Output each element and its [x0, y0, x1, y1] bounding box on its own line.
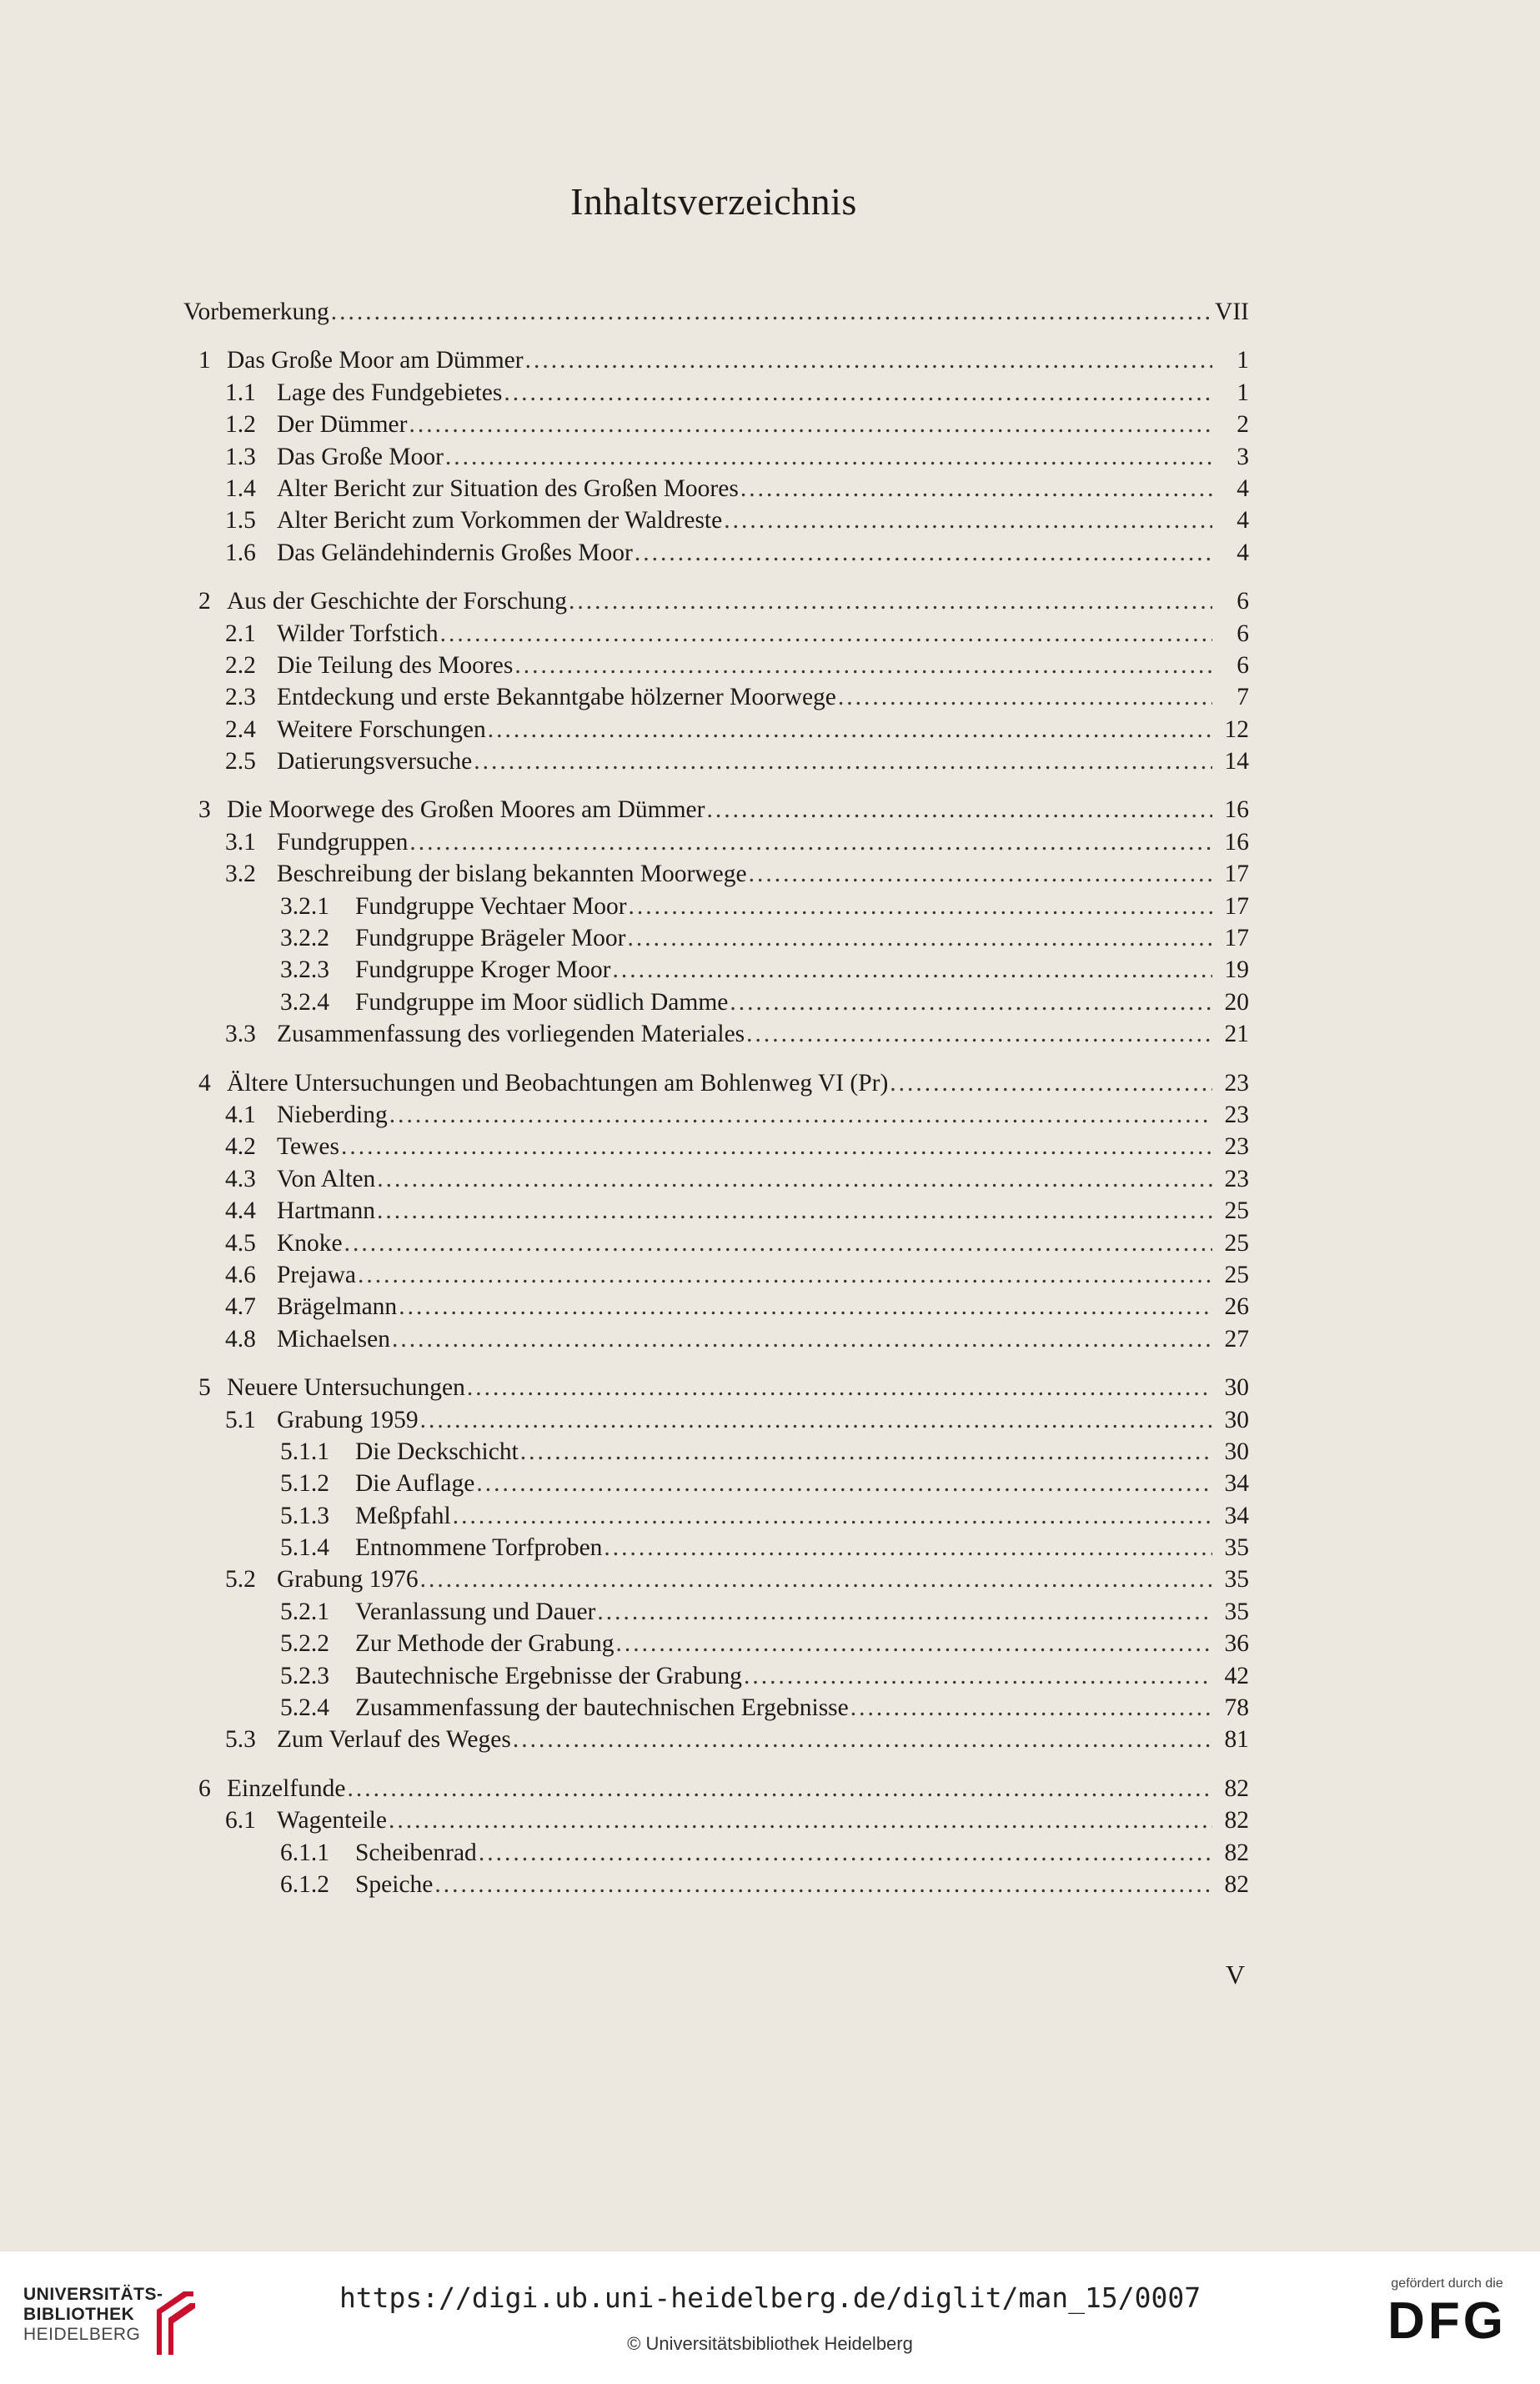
toc-entry[interactable] — [182, 1596, 1249, 1628]
toc-entry-label: Neuere Untersuchungen — [227, 1374, 465, 1402]
toc-entry-number: 5.1.2 — [280, 1470, 329, 1498]
toc-entry-number: 6.1 — [225, 1807, 256, 1834]
toc-entry-page: 30 — [1224, 1438, 1249, 1465]
toc-entry[interactable] — [182, 1804, 1249, 1836]
toc-leader-dots — [706, 794, 1212, 826]
toc-entry-number: 5.2 — [225, 1566, 256, 1594]
toc-entry-number: 2.2 — [225, 651, 256, 679]
toc-entry[interactable] — [182, 537, 1249, 569]
toc-entry-page: 35 — [1224, 1598, 1249, 1625]
toc-entry-label: Einzelfunde — [227, 1774, 346, 1802]
toc-entry-number: 4.6 — [225, 1261, 256, 1288]
toc-entry[interactable] — [182, 1131, 1249, 1162]
toc-entry[interactable] — [182, 585, 1249, 617]
toc-entry[interactable] — [182, 1532, 1249, 1563]
toc-entry[interactable] — [182, 1163, 1249, 1195]
toc-leader-dots — [744, 1660, 1212, 1692]
toc-entry-number: 3.3 — [225, 1021, 256, 1048]
toc-entry-label: Grabung 1976 — [277, 1566, 419, 1594]
toc-entry[interactable] — [182, 1773, 1249, 1804]
toc-entry-label: Grabung 1959 — [277, 1406, 419, 1433]
toc-entry-number: 4.8 — [225, 1325, 256, 1353]
toc-entry-label: Zum Verlauf des Weges — [277, 1726, 511, 1754]
toc-entry-number: 5.1.4 — [280, 1534, 329, 1562]
toc-entry-number: 1.6 — [225, 539, 256, 566]
toc-leader-dots — [389, 1099, 1212, 1131]
toc-entry-number: 6.1.2 — [280, 1870, 329, 1898]
toc-entry[interactable] — [182, 986, 1249, 1018]
viewer-footer — [0, 2251, 1540, 2384]
toc-entry-page: 6 — [1237, 620, 1249, 647]
toc-entry-label: Entnommene Torfproben — [355, 1534, 603, 1562]
toc-leader-dots — [331, 296, 1210, 328]
toc-entry-number: 2 — [198, 588, 211, 615]
toc-entry-page: 21 — [1224, 1021, 1249, 1048]
toc-entry-label: Michaelsen — [277, 1325, 390, 1353]
toc-entry-label: Fundgruppe Kroger Moor — [355, 956, 611, 984]
toc-leader-dots — [730, 986, 1212, 1018]
toc-entry-page: 82 — [1224, 1839, 1249, 1866]
toc-entry-label: Speiche — [355, 1870, 434, 1898]
toc-entry-label: Alter Bericht zur Situation des Großen Moores — [277, 474, 739, 502]
toc-leader-dots — [569, 585, 1212, 617]
toc-leader-dots — [409, 826, 1212, 858]
toc-entry-label: Nieberding — [277, 1101, 388, 1128]
toc-leader-dots — [514, 650, 1212, 681]
toc-entry-page: 17 — [1224, 861, 1249, 888]
toc-entry-page: 17 — [1224, 925, 1249, 952]
toc-entry[interactable] — [182, 504, 1249, 536]
toc-entry[interactable] — [182, 618, 1249, 650]
toc-entry-page: 17 — [1224, 892, 1249, 920]
toc-entry-number: 3.2.3 — [280, 956, 329, 984]
toc-entry[interactable] — [182, 1500, 1249, 1532]
toc-leader-dots — [604, 1532, 1212, 1563]
toc-entry-label: Die Deckschicht — [355, 1438, 519, 1465]
toc-entry-number: 5.2.2 — [280, 1630, 329, 1658]
toc-entry-label: Hartmann — [277, 1197, 375, 1225]
toc-entry-number: 2.5 — [225, 748, 256, 775]
toc-entry[interactable] — [182, 441, 1249, 473]
dfg-logo: DFG — [1387, 2292, 1507, 2350]
toc-leader-dots — [409, 409, 1212, 440]
toc-leader-dots — [467, 1372, 1212, 1403]
toc-entry-number: 5.2.1 — [280, 1598, 329, 1625]
toc-entry-label: Zur Methode der Grabung — [355, 1630, 614, 1658]
toc-entry-label: Die Moorwege des Großen Moores am Dümmer — [227, 796, 705, 824]
toc-entry-label: Ältere Untersuchungen und Beobachtungen am Bohlenweg VI (Pr) — [227, 1069, 889, 1097]
toc-entry-label: Von Alten — [277, 1165, 376, 1192]
toc-entry[interactable] — [182, 1227, 1249, 1259]
library-name-line3: HEIDELBERG — [23, 2325, 141, 2344]
page-title: Inhaltsverzeichnis — [570, 180, 857, 223]
page-folio: V — [1226, 1960, 1246, 1990]
toc-entry-page: 4 — [1237, 539, 1249, 566]
toc-entry-page: 35 — [1224, 1534, 1249, 1562]
toc-entry-label: Vorbemerkung — [183, 299, 329, 325]
toc-entry-page: 34 — [1224, 1502, 1249, 1529]
toc-entry-label: Prejawa — [277, 1261, 357, 1288]
toc-entry[interactable] — [182, 1436, 1249, 1468]
toc-entry-page: 1 — [1237, 347, 1249, 374]
toc-entry-number: 5.2.4 — [280, 1694, 329, 1722]
toc-entry-number: 6.1.1 — [280, 1839, 329, 1866]
toc-leader-dots — [348, 1773, 1212, 1804]
toc-entry-number: 3.2.2 — [280, 925, 329, 952]
toc-entry-page: 14 — [1224, 748, 1249, 775]
toc-leader-dots — [629, 891, 1212, 922]
toc-entry-label: Meßpfahl — [355, 1502, 451, 1529]
toc-entry-number: 4.2 — [225, 1133, 256, 1161]
toc-leader-dots — [513, 1724, 1212, 1755]
toc-entry[interactable] — [182, 891, 1249, 922]
toc-leader-dots — [399, 1291, 1212, 1322]
toc-entry-page: 34 — [1224, 1470, 1249, 1498]
toc-leader-dots — [389, 1804, 1212, 1836]
toc-entry-number: 1.3 — [225, 443, 256, 470]
toc-entry-label: Entdeckung und erste Bekanntgabe hölzerner Moorwege — [277, 684, 836, 711]
toc-entry[interactable] — [182, 296, 1249, 328]
toc-entry[interactable] — [182, 409, 1249, 440]
toc-leader-dots — [420, 1563, 1212, 1595]
toc-entry-page: 25 — [1224, 1229, 1249, 1257]
toc-entry-number: 3 — [198, 796, 211, 824]
toc-entry-label: Bautechnische Ergebnisse der Grabung — [355, 1662, 742, 1689]
toc-leader-dots — [344, 1227, 1212, 1259]
toc-leader-dots — [420, 1404, 1212, 1436]
toc-leader-dots — [746, 1018, 1212, 1050]
toc-entry[interactable] — [182, 1724, 1249, 1755]
toc-entry[interactable] — [182, 1099, 1249, 1131]
toc-leader-dots — [615, 1628, 1212, 1659]
toc-entry[interactable] — [182, 473, 1249, 504]
toc-entry[interactable] — [182, 1837, 1249, 1869]
toc-entry[interactable] — [182, 1628, 1249, 1659]
toc-leader-dots — [476, 1468, 1212, 1499]
toc-entry-page: 82 — [1224, 1774, 1249, 1802]
toc-entry-label: Beschreibung der bislang bekannten Moorwege — [277, 861, 747, 888]
toc-entry-page: 30 — [1224, 1406, 1249, 1433]
toc-entry-label: Fundgruppe Vechtaer Moor — [355, 892, 627, 920]
toc-entry-page: 1 — [1237, 379, 1249, 406]
toc-entry-page: 16 — [1224, 796, 1249, 824]
toc-entry-page: 30 — [1224, 1374, 1249, 1402]
toc-entry-page: 25 — [1224, 1197, 1249, 1225]
toc-entry-label: Datierungsversuche — [277, 748, 473, 775]
toc-entry-page: 35 — [1224, 1566, 1249, 1594]
toc-entry[interactable] — [182, 745, 1249, 777]
toc-entry-page: 81 — [1224, 1726, 1249, 1754]
toc-entry-page: 4 — [1237, 507, 1249, 535]
toc-entry-page: 82 — [1224, 1870, 1249, 1898]
toc-leader-dots — [377, 1195, 1212, 1227]
funder-badge[interactable] — [1387, 2276, 1507, 2348]
toc-entry-number: 5.1 — [225, 1406, 256, 1433]
funder-note: gefördert durch die — [1391, 2276, 1503, 2291]
toc-entry-page: 36 — [1224, 1630, 1249, 1658]
toc-entry-number: 5.1.3 — [280, 1502, 329, 1529]
toc-leader-dots — [597, 1596, 1212, 1628]
toc-entry-number: 4 — [198, 1069, 211, 1097]
toc-entry-page: 23 — [1224, 1165, 1249, 1192]
toc-entry-label: Wagenteile — [277, 1807, 387, 1834]
toc-entry-label: Die Teilung des Moores — [277, 651, 514, 679]
toc-entry-page: 6 — [1237, 588, 1249, 615]
toc-entry[interactable] — [182, 344, 1249, 376]
toc-entry-label: Brägelmann — [277, 1293, 398, 1321]
toc-entry-label: Das Große Moor — [277, 443, 444, 470]
toc-leader-dots — [453, 1500, 1212, 1532]
toc-entry-number: 1.4 — [225, 474, 256, 502]
toc-entry-label: Das Geländehindernis Großes Moor — [277, 539, 633, 566]
toc-entry-number: 2.3 — [225, 684, 256, 711]
toc-entry-label: Weitere Forschungen — [277, 715, 486, 743]
toc-entry-number: 4.3 — [225, 1165, 256, 1192]
toc-leader-dots — [724, 504, 1212, 536]
toc-leader-dots — [627, 922, 1212, 954]
toc-entry[interactable] — [182, 681, 1249, 713]
toc-entry[interactable] — [182, 714, 1249, 745]
toc-entry-label: Knoke — [277, 1229, 343, 1257]
toc-entry-page: 6 — [1237, 651, 1249, 679]
toc-entry-page: 19 — [1224, 956, 1249, 984]
toc-leader-dots — [474, 745, 1212, 777]
toc-leader-dots — [445, 441, 1212, 473]
toc-leader-dots — [612, 954, 1212, 986]
toc-entry-page: 20 — [1224, 988, 1249, 1016]
toc-entry-label: Scheibenrad — [355, 1839, 477, 1866]
toc-leader-dots — [440, 618, 1212, 650]
toc-entry-page: 26 — [1224, 1293, 1249, 1321]
toc-entry-label: Fundgruppen — [277, 828, 409, 856]
toc-entry-number: 3.2 — [225, 861, 256, 888]
toc-entry-number: 4.4 — [225, 1197, 256, 1225]
toc-leader-dots — [434, 1869, 1212, 1900]
toc-entry-number: 4.1 — [225, 1101, 256, 1128]
toc-entry-number: 4.5 — [225, 1229, 256, 1257]
toc-entry-number: 4.7 — [225, 1293, 256, 1321]
toc-entry[interactable] — [182, 1291, 1249, 1322]
toc-entry-number: 3.1 — [225, 828, 256, 856]
toc-entry-page: 42 — [1224, 1662, 1249, 1689]
toc-entry-page: 4 — [1237, 474, 1249, 502]
toc-leader-dots — [749, 858, 1212, 890]
toc-entry-label: Fundgruppe Brägeler Moor — [355, 925, 626, 952]
toc-entry[interactable] — [182, 1404, 1249, 1436]
toc-leader-dots — [635, 537, 1212, 569]
toc-entry-number: 2.1 — [225, 620, 256, 647]
toc-entry[interactable] — [182, 1660, 1249, 1692]
toc-entry-page: 7 — [1237, 684, 1249, 711]
toc-entry-label: Die Auflage — [355, 1470, 475, 1498]
toc-entry-label: Zusammenfassung der bautechnischen Ergebnisse — [355, 1694, 849, 1722]
toc-entry[interactable] — [182, 1018, 1249, 1050]
toc-entry[interactable] — [182, 858, 1249, 890]
toc-entry-number: 2.4 — [225, 715, 256, 743]
library-name-line1: UNIVERSITÄTS- — [23, 2285, 163, 2304]
toc-entry-page: 3 — [1237, 443, 1249, 470]
toc-entry-page: 16 — [1224, 828, 1249, 856]
toc-entry-number: 1.2 — [225, 411, 256, 439]
toc-entry[interactable] — [182, 1195, 1249, 1227]
library-name-line2: BIBLIOTHEK — [23, 2305, 135, 2324]
toc-entry-label: Zusammenfassung des vorliegenden Materiales — [277, 1021, 745, 1048]
toc-entry-page: VII — [1215, 299, 1249, 325]
toc-entry-number: 3.2.4 — [280, 988, 329, 1016]
toc-entry[interactable] — [182, 1259, 1249, 1291]
toc-entry[interactable] — [182, 1563, 1249, 1595]
toc-entry-label: Lage des Fundgebietes — [277, 379, 503, 406]
toc-entry-page: 12 — [1224, 715, 1249, 743]
toc-entry-number: 1.5 — [225, 507, 256, 535]
toc-leader-dots — [504, 377, 1212, 409]
toc-entry[interactable] — [182, 1468, 1249, 1499]
toc-leader-dots — [740, 473, 1212, 504]
toc-leader-dots — [850, 1692, 1212, 1724]
toc-entry-label: Aus der Geschichte der Forschung — [227, 588, 567, 615]
toc-entry-number: 6 — [198, 1774, 211, 1802]
toc-entry-page: 2 — [1237, 411, 1249, 439]
toc-entry-page: 27 — [1224, 1325, 1249, 1353]
toc-entry-number: 5.1.1 — [280, 1438, 329, 1465]
toc-entry-page: 23 — [1224, 1133, 1249, 1161]
toc-entry[interactable] — [182, 826, 1249, 858]
toc-leader-dots — [890, 1067, 1212, 1099]
toc-entry-label: Alter Bericht zum Vorkommen der Waldreste — [277, 507, 723, 535]
toc-entry-number: 5.3 — [225, 1726, 256, 1754]
toc-entry[interactable] — [182, 922, 1249, 954]
document-url-link[interactable]: https://digi.ub.uni-heidelberg.de/diglit/man_15/0007 — [339, 2281, 1201, 2314]
toc-entry[interactable] — [182, 650, 1249, 681]
toc-entry-label: Tewes — [277, 1133, 339, 1161]
toc-entry[interactable] — [182, 1323, 1249, 1355]
toc-leader-dots — [358, 1259, 1212, 1291]
toc-entry-page: 82 — [1224, 1807, 1249, 1834]
toc-leader-dots — [488, 714, 1212, 745]
toc-leader-dots — [341, 1131, 1212, 1162]
toc-entry[interactable] — [182, 954, 1249, 986]
toc-entry-number: 1 — [198, 347, 211, 374]
toc-entry[interactable] — [182, 377, 1249, 409]
toc-leader-dots — [520, 1436, 1212, 1468]
toc-entry-number: 5.2.3 — [280, 1662, 329, 1689]
toc-entry-label: Wilder Torfstich — [277, 620, 439, 647]
toc-entry-page: 25 — [1224, 1261, 1249, 1288]
copyright-notice: © Universitätsbibliothek Heidelberg — [627, 2333, 913, 2354]
toc-leader-dots — [377, 1163, 1212, 1195]
toc-entry-number: 3.2.1 — [280, 892, 329, 920]
toc-leader-dots — [838, 681, 1212, 713]
toc-entry-page: 23 — [1224, 1069, 1249, 1097]
toc-entry-page: 23 — [1224, 1101, 1249, 1128]
toc-leader-dots — [392, 1323, 1212, 1355]
toc-entry-label: Das Große Moor am Dümmer — [227, 347, 524, 374]
toc-entry[interactable] — [182, 1692, 1249, 1724]
toc-entry-page: 78 — [1224, 1694, 1249, 1722]
toc-entry-number: 5 — [198, 1374, 211, 1402]
toc-leader-dots — [525, 344, 1212, 376]
toc-entry-label: Veranlassung und Dauer — [355, 1598, 596, 1625]
toc-entry-number: 1.1 — [225, 379, 256, 406]
toc-entry[interactable] — [182, 1372, 1249, 1403]
table-of-contents — [182, 296, 1249, 1900]
toc-entry[interactable] — [182, 1869, 1249, 1900]
toc-entry-label: Fundgruppe im Moor südlich Damme — [355, 988, 729, 1016]
toc-entry-label: Der Dümmer — [277, 411, 408, 439]
toc-entry[interactable] — [182, 1067, 1249, 1099]
toc-leader-dots — [479, 1837, 1212, 1869]
toc-entry[interactable] — [182, 794, 1249, 826]
